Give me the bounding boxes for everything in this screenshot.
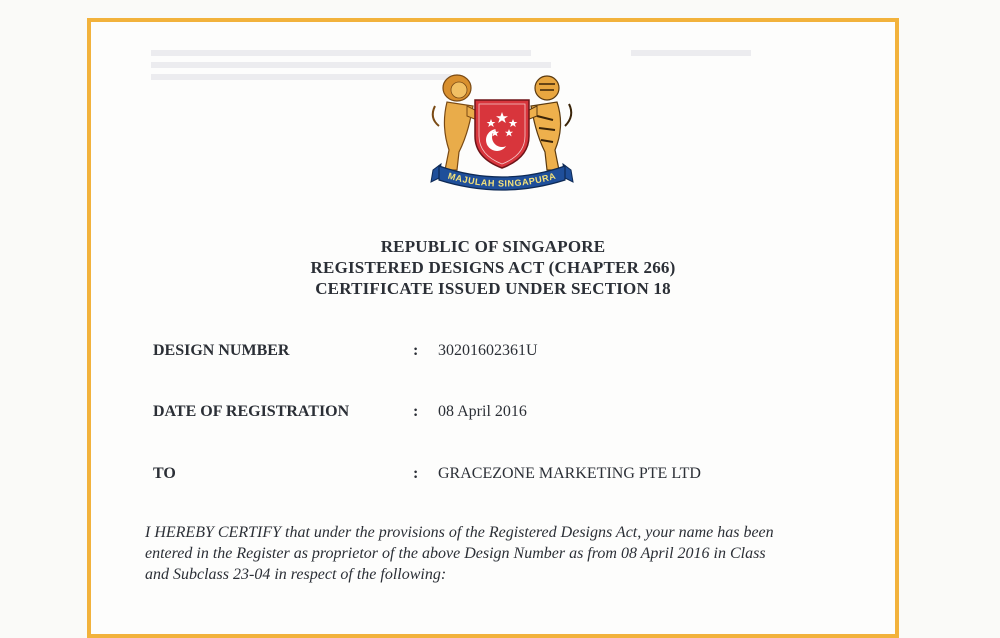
field-label: DESIGN NUMBER bbox=[153, 342, 290, 359]
lion-supporter-icon bbox=[433, 75, 479, 170]
certificate-page bbox=[87, 18, 899, 638]
field-separator: : bbox=[413, 465, 419, 482]
field-date-of-registration bbox=[153, 403, 873, 425]
field-label: DATE OF REGISTRATION bbox=[153, 403, 350, 420]
certify-line-3: and Subclass 23-04 in respect of the following: bbox=[145, 566, 447, 583]
field-value: GRACEZONE MARKETING PTE LTD bbox=[438, 465, 701, 482]
field-value: 30201602361U bbox=[438, 342, 538, 359]
field-separator: : bbox=[413, 342, 419, 359]
field-label: TO bbox=[153, 465, 176, 482]
field-design-number bbox=[153, 342, 873, 364]
motto-text: MAJULAH SINGAPURA bbox=[446, 170, 558, 189]
field-proprietor bbox=[153, 465, 873, 487]
certificate-heading bbox=[91, 236, 895, 299]
bleed-through-text-right bbox=[631, 44, 831, 62]
certify-line-1: I HEREBY CERTIFY that under the provisions of the Registered Designs Act, your name has been bbox=[145, 524, 774, 541]
singapore-coat-of-arms-icon bbox=[427, 66, 577, 194]
certification-paragraph bbox=[145, 522, 865, 585]
field-separator: : bbox=[413, 403, 419, 420]
red-shield-icon bbox=[475, 100, 529, 168]
certify-line-2: entered in the Register as proprietor of the above Design Number as from 08 April 2016 in Class bbox=[145, 545, 766, 562]
tiger-supporter-icon bbox=[525, 76, 571, 170]
heading-line-2: REGISTERED DESIGNS ACT (CHAPTER 266) bbox=[310, 258, 676, 277]
heading-line-3: CERTIFICATE ISSUED UNDER SECTION 18 bbox=[315, 279, 671, 298]
field-value: 08 April 2016 bbox=[438, 403, 527, 420]
heading-line-1: REPUBLIC OF SINGAPORE bbox=[380, 237, 606, 256]
